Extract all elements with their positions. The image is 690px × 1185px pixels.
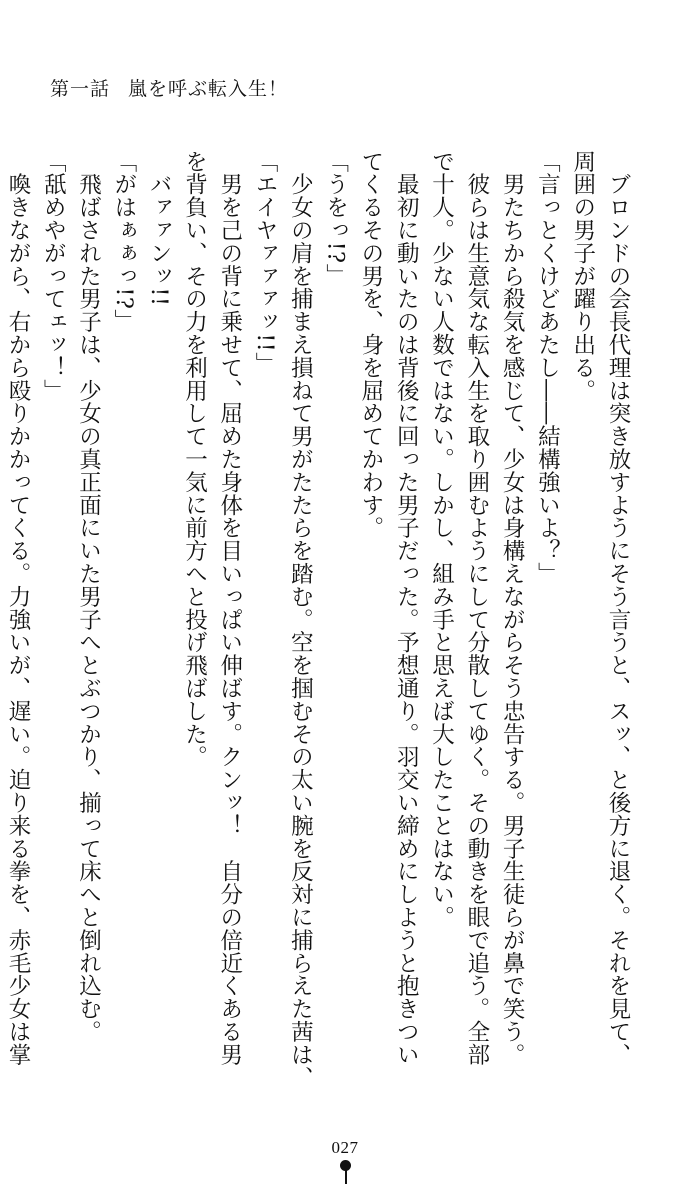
text-line: 「舐めやがってェッ！」 — [40, 150, 67, 402]
text-line: 最初に動いたのは背後に回った男子だった。予想通り。羽交い締めにしようと抱きつい — [393, 150, 420, 1066]
text-line: 「がはぁぁっ!?」 — [110, 150, 137, 333]
folio-ornament-stem — [345, 1170, 347, 1184]
text-line: 少女の肩を捕まえ損ねて男がたたらを踏む。空を掴むその太い腕を反対に捕らえた茜は、 — [287, 150, 314, 1089]
text-line: てくるその男を、身を屈めてかわす。 — [357, 150, 384, 540]
page-number: 027 — [331, 1138, 359, 1157]
vertical-body-text — [0, 150, 635, 1089]
text-line: 「うをっ!?」 — [322, 150, 349, 287]
text-line: 喚きながら、右から殴りかかってくる。力強いが、遅い。迫り来る拳を、赤毛少女は掌 — [4, 150, 31, 1066]
chapter-number: 第一話 — [50, 78, 111, 100]
text-line: 「エイヤァァァッ!!」 — [252, 150, 279, 375]
text-line: 周囲の男子が躍り出る。 — [569, 150, 596, 402]
text-line: 「言っとくけどあたし――結構強いよ？」 — [534, 150, 561, 586]
chapter-header — [50, 74, 288, 101]
text-line: 彼らは生意気な転入生を取り囲むようにして分散してゆく。その動きを眼で追う。全部 — [463, 150, 490, 1066]
text-line: バァァンッ!! — [146, 150, 173, 307]
text-line: で十人。少ない人数ではない。しかし、組み手と思えば大したことはない。 — [428, 150, 455, 929]
text-line: 飛ばされた男子は、少女の真正面にいた男子へとぶつかり、揃って床へと倒れ込む。 — [75, 150, 102, 1044]
chapter-title: 嵐を呼ぶ転入生！ — [128, 78, 289, 100]
text-line: を背負い、その力を利用して一気に前方へと投げ飛ばした。 — [181, 150, 208, 769]
text-line: 男たちから殺気を感じて、少女は身構えながらそう忠告する。男子生徒らが鼻で笑う。 — [499, 150, 526, 1066]
text-line: 男を己の背に乗せて、屈めた身体を目いっぱい伸ばす。クンッ！ 自分の倍近くある男 — [216, 150, 243, 1066]
text-line: ブロンドの会長代理は突き放すようにそう言うと、スッ、と後方に退く。それを見て、 — [605, 150, 631, 1066]
